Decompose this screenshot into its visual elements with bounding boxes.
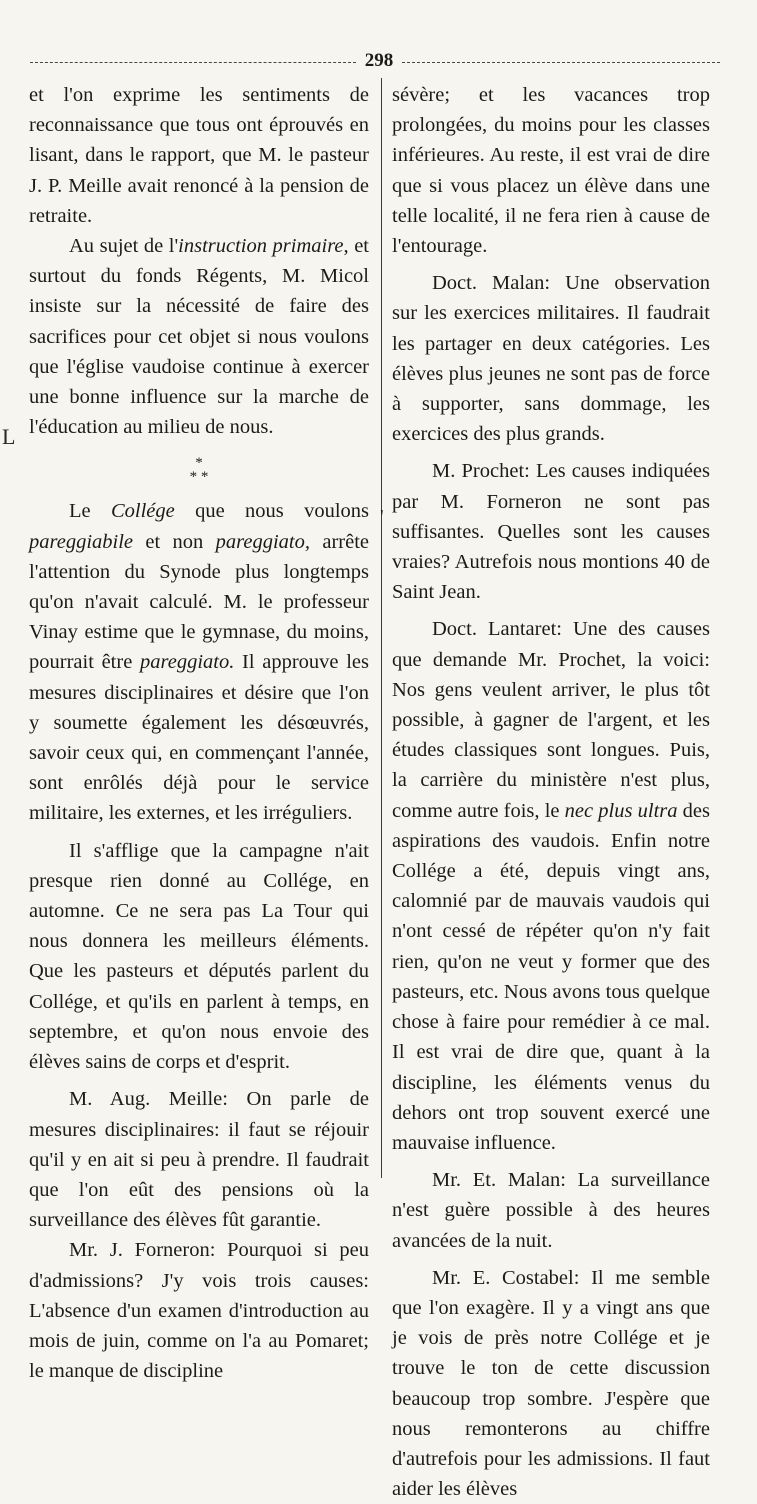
paragraph: Mr. E. Costabel: Il me semble que l'on exagère. Il y a vingt ans que je vois de près notre Collége et je trouve le ton de cette discussion beaucoup trop sombre. J'espère que nous remonterons au chiffre d'autrefois pour les admissions. Il faut aider les élèves	[392, 1266, 710, 1501]
text-run: Doct. Lantaret: Une des causes que demande Mr. Prochet, la voici: Nos gens veulent arriver, le plus tôt possible, à gagner de l'argent, et les études classiques sont longues. Puis, la carrière du ministère n'est plus, comme autre fois, le	[392, 618, 710, 822]
text-run: arrête l'attention du Synode plus longtemps qu'on n'avait calculé. M. le professeur Vinay estime que le gymnase, du moins, pourrait être	[29, 530, 369, 674]
column-divider	[381, 78, 382, 1178]
italic-text: nec plus ultra	[564, 799, 678, 822]
paragraph: Mr. J. Forneron: Pourquoi si peu d'admissions? J'y vois trois causes: L'absence d'un examen d'introduction au mois de juin, comme on l'a au Pomaret; le manque de discipline	[29, 1239, 369, 1383]
text-run: Le	[69, 500, 111, 523]
text-run: des aspirations des vaudois. Enfin notre Collége a été, depuis vingt ans, calomnié par de mauvais vaudois qui n'ont cessé de répéter qu'on n'y fait rien, qu'on ne veut y former que des pasteurs, etc. Nous avons tous quelque chose à faire pour remédier à ce mal. Il est vrai de dire que, quant à la discipline, les éléments venus du dehors ont trop souvent exercé une mauvaise influence.	[392, 799, 711, 1154]
paragraph: M. Aug. Meille: On parle de mesures disciplinaires: il faut se réjouir qu'il y en ait si peu à prendre. Il faudrait que l'on eût des pensions où la surveillance des élèves fût garantie.	[29, 1088, 369, 1232]
text-run: Il approuve les mesures disciplinaires et désire que l'on y soumette également les désœuvrés, savoir ceux qui, en commençant l'année, sont enrôlés déjà pour le service militaire, les externes, et les irréguliers.	[29, 651, 369, 825]
paragraph: sévère; et les vacances trop prolongées, du moins pour les classes inférieures. Au reste, il est vrai de dire que si vous placez un élève dans une telle localité, il ne fera rien à cause de l'entourage.	[392, 84, 710, 258]
margin-dot-mark: '	[380, 506, 384, 528]
italic-text: pareggiato,	[215, 530, 310, 553]
paragraph	[29, 496, 369, 828]
text-run: que nous voulons	[174, 500, 370, 523]
paragraph: Mr. Et. Malan: La surveillance n'est guère possible à des heures avancées de la nuit.	[392, 1169, 710, 1252]
asterisk: *	[195, 455, 203, 472]
asterisks: * *	[189, 469, 209, 486]
paragraph: et l'on exprime les sentiments de reconnaissance que tous ont éprouvés en lisant, dans le rapport, que M. le pasteur J. P. Meille avait renoncé à la pension de retraite.	[29, 84, 369, 227]
italic-text: pareggiabile	[29, 530, 134, 553]
paragraph	[29, 231, 369, 442]
section-separator	[29, 456, 369, 484]
paragraph: Doct. Malan: Une observation sur les exercices militaires. Il faudrait les partager en deux catégories. Les élèves plus jeunes ne sont pas de force à supporter, sans dommage, les exercices des plus grands.	[392, 272, 710, 446]
italic-text: Collége	[110, 500, 175, 523]
text-run: et non	[133, 530, 216, 553]
right-column	[392, 80, 710, 1504]
paragraph	[392, 614, 710, 1158]
page-number: 298	[364, 50, 394, 71]
italic-text: pareggiato.	[140, 651, 235, 674]
header-rule-right	[402, 62, 720, 63]
paragraph: Il s'afflige que la campagne n'ait presque rien donné au Collége, en automne. Ce ne sera pas La Tour qui nous donnera les meilleurs éléments. Que les pasteurs et députés parlent du Collége, et qu'ils en parlent à temps, en septembre, et qu'on nous envoie des élèves sains de corps et d'esprit.	[29, 839, 369, 1074]
italic-text: instruction primaire	[178, 235, 344, 258]
page-header	[30, 48, 720, 72]
paragraph: M. Prochet: Les causes indiquées par M. Forneron ne sont pas suffisantes. Quelles sont les causes vraies? Autrefois nous montions 40 de Saint Jean.	[392, 460, 710, 604]
text-run: Au sujet de l'	[69, 235, 179, 258]
margin-annotation: L	[2, 424, 16, 449]
text-run: , et surtout du fonds Régents, M. Micol insiste sur la nécessité de faire des sacrifices pour cet objet si nous voulons que l'église vaudoise continue à exercer une bonne influence sur la marche de l'éducation au milieu de nous.	[29, 235, 369, 439]
left-column	[29, 80, 369, 1386]
header-rule-left	[30, 62, 356, 63]
